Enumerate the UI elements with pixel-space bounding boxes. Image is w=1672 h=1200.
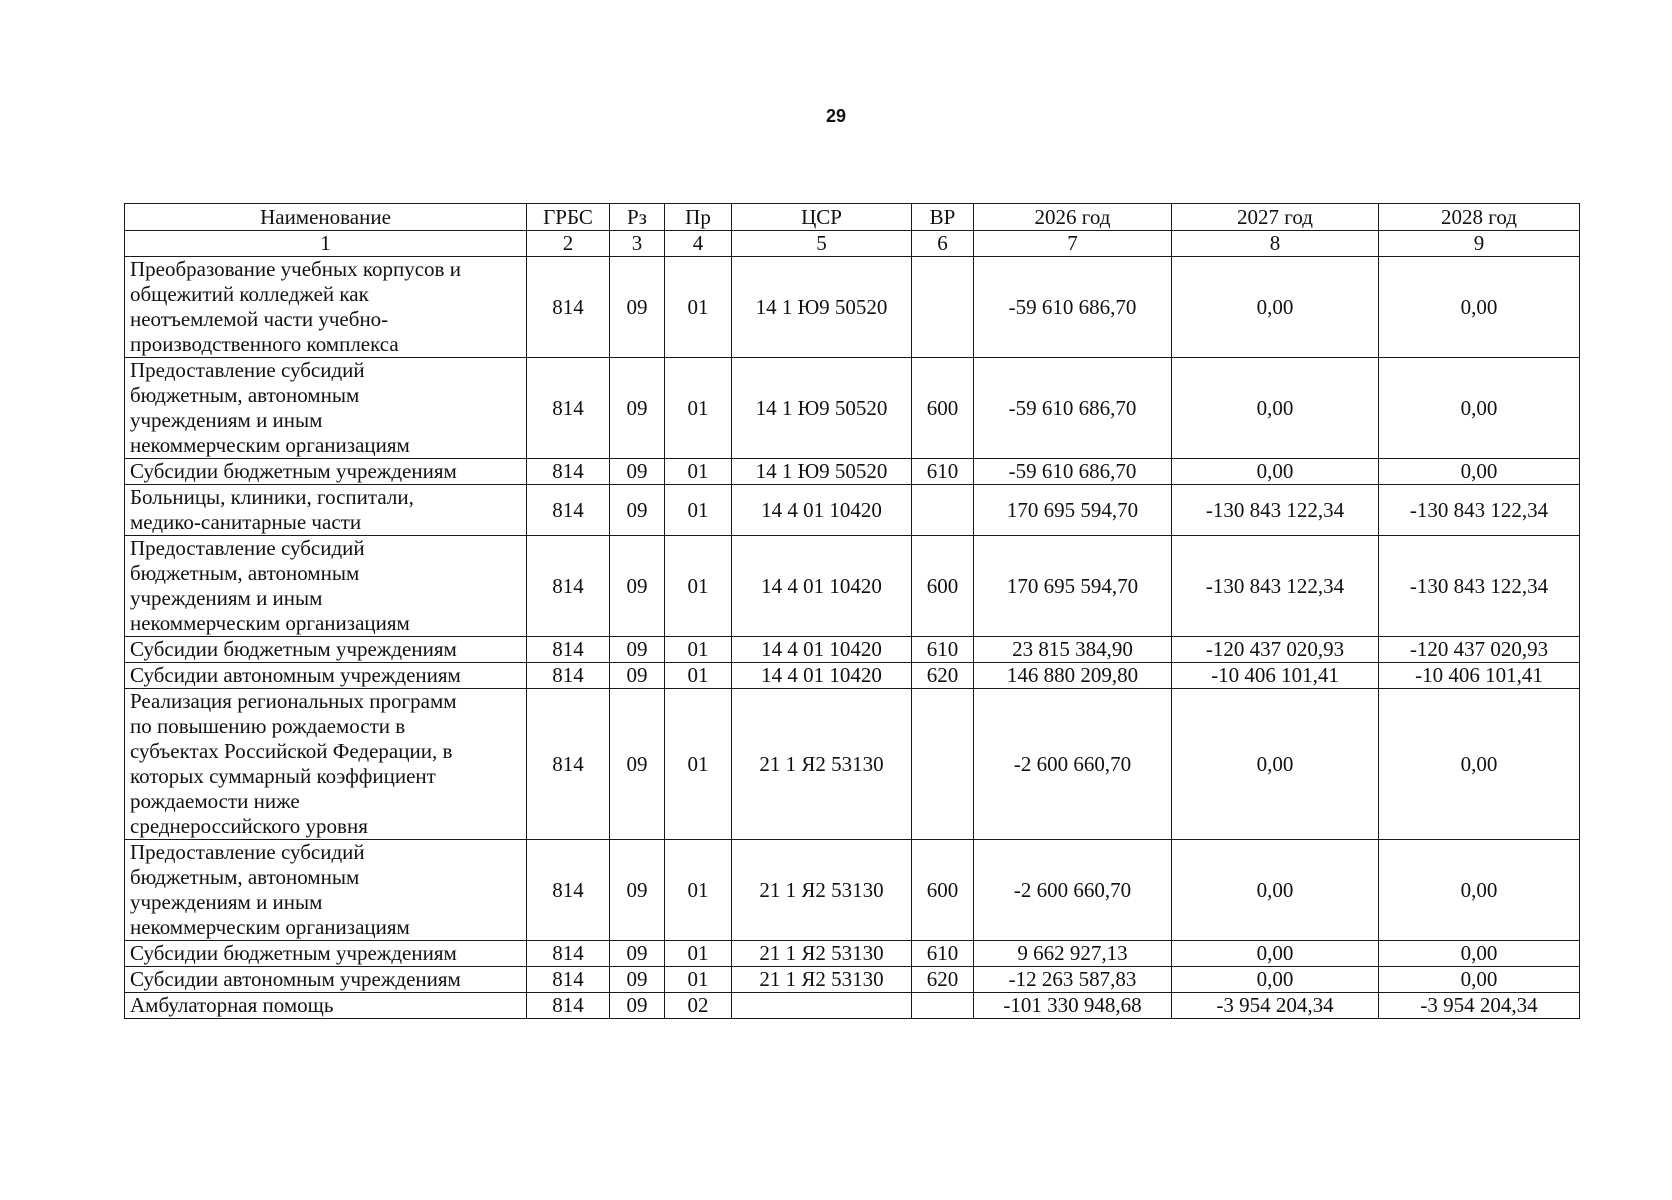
cell-csr: 14 1 Ю9 50520 [732,257,912,358]
cell-name [125,663,527,689]
cell-csr: 14 1 Ю9 50520 [732,459,912,485]
cell-csr [732,993,912,1019]
header-name: Наименование [125,204,527,231]
cell-name [125,358,527,459]
header-pr: Пр [665,204,732,231]
cell-grbs: 814 [527,840,610,941]
cell-vr [912,257,974,358]
cell-rz: 09 [610,358,665,459]
cell-name-line: учреждениям и иным [130,408,323,432]
cell-vr: 620 [912,663,974,689]
header-csr: ЦСР [732,204,912,231]
cell-vr: 610 [912,941,974,967]
column-number: 3 [610,231,665,257]
cell-name-line: неотъемлемой части учебно- [130,307,389,331]
cell-name [125,993,527,1019]
cell-name-line: бюджетным, автономным [130,865,360,889]
cell-grbs: 814 [527,993,610,1019]
cell-name-line: некоммерческим организациям [130,915,410,939]
cell-pr: 01 [665,459,732,485]
cell-grbs: 814 [527,459,610,485]
cell-2026: -2 600 660,70 [974,840,1172,941]
table-row [125,536,1580,637]
cell-rz: 09 [610,536,665,637]
column-number: 9 [1379,231,1580,257]
cell-grbs: 814 [527,358,610,459]
cell-vr: 610 [912,459,974,485]
page-number: 29 [825,106,847,126]
column-number-row [125,231,1580,257]
header-2027: 2027 год [1172,204,1379,231]
cell-name-line: Субсидии бюджетным учреждениям [130,459,457,483]
cell-2028: -3 954 204,34 [1379,993,1580,1019]
cell-csr: 21 1 Я2 53130 [732,941,912,967]
cell-pr: 01 [665,485,732,536]
cell-2026: 170 695 594,70 [974,485,1172,536]
cell-vr [912,485,974,536]
cell-2028: 0,00 [1379,967,1580,993]
cell-csr: 14 1 Ю9 50520 [732,358,912,459]
cell-pr: 01 [665,689,732,840]
table-row [125,485,1580,536]
cell-name-line: некоммерческим организациям [130,611,410,635]
cell-2027: 0,00 [1172,689,1379,840]
cell-2026: -2 600 660,70 [974,689,1172,840]
cell-name [125,459,527,485]
cell-2028: 0,00 [1379,358,1580,459]
cell-name-line: Больницы, клиники, госпитали, [130,485,414,509]
column-number: 5 [732,231,912,257]
header-2028: 2028 год [1379,204,1580,231]
cell-2026: -101 330 948,68 [974,993,1172,1019]
column-number: 2 [527,231,610,257]
cell-2027: -3 954 204,34 [1172,993,1379,1019]
cell-name-line: Реализация региональных программ [130,689,457,713]
cell-name [125,536,527,637]
cell-2027: 0,00 [1172,941,1379,967]
cell-vr: 600 [912,536,974,637]
cell-rz: 09 [610,257,665,358]
cell-2026: 23 815 384,90 [974,637,1172,663]
cell-pr: 01 [665,257,732,358]
table-row [125,257,1580,358]
cell-2028: -10 406 101,41 [1379,663,1580,689]
cell-vr [912,689,974,840]
cell-pr: 01 [665,967,732,993]
cell-2027: -10 406 101,41 [1172,663,1379,689]
table-row [125,663,1580,689]
cell-pr: 02 [665,993,732,1019]
column-number: 4 [665,231,732,257]
cell-csr: 21 1 Я2 53130 [732,840,912,941]
cell-name-line: Субсидии бюджетным учреждениям [130,637,457,661]
table-row [125,459,1580,485]
cell-rz: 09 [610,459,665,485]
cell-name-line: рождаемости ниже [130,789,300,813]
cell-name-line: Предоставление субсидий [130,536,365,560]
column-number: 8 [1172,231,1379,257]
cell-grbs: 814 [527,941,610,967]
cell-rz: 09 [610,967,665,993]
cell-2027: -130 843 122,34 [1172,485,1379,536]
cell-name-line: бюджетным, автономным [130,383,360,407]
cell-2027: 0,00 [1172,459,1379,485]
cell-csr: 14 4 01 10420 [732,663,912,689]
cell-name-line: бюджетным, автономным [130,561,360,585]
cell-2028: -120 437 020,93 [1379,637,1580,663]
cell-name-line: по повышению рождаемости в [130,714,406,738]
table-body [125,257,1580,1019]
cell-pr: 01 [665,536,732,637]
cell-csr: 14 4 01 10420 [732,536,912,637]
cell-2026: -59 610 686,70 [974,257,1172,358]
cell-2027: 0,00 [1172,967,1379,993]
cell-2027: -130 843 122,34 [1172,536,1379,637]
cell-grbs: 814 [527,689,610,840]
cell-vr: 600 [912,358,974,459]
cell-rz: 09 [610,637,665,663]
cell-vr: 620 [912,967,974,993]
cell-vr: 600 [912,840,974,941]
cell-2028: 0,00 [1379,689,1580,840]
cell-name-line: производственного комплекса [130,332,399,356]
cell-pr: 01 [665,840,732,941]
cell-2028: -130 843 122,34 [1379,536,1580,637]
cell-2027: 0,00 [1172,840,1379,941]
cell-pr: 01 [665,637,732,663]
column-number: 1 [125,231,527,257]
cell-name [125,257,527,358]
header-vr: ВР [912,204,974,231]
cell-name [125,840,527,941]
cell-name-line: Субсидии бюджетным учреждениям [130,941,457,965]
cell-2026: 9 662 927,13 [974,941,1172,967]
cell-2026: -59 610 686,70 [974,358,1172,459]
cell-grbs: 814 [527,663,610,689]
cell-name-line: Преобразование учебных корпусов и [130,257,461,281]
table-row [125,637,1580,663]
cell-name-line: Амбулаторная помощь [130,993,334,1017]
cell-csr: 14 4 01 10420 [732,485,912,536]
cell-pr: 01 [665,358,732,459]
table-row [125,358,1580,459]
cell-2027: 0,00 [1172,358,1379,459]
cell-grbs: 814 [527,637,610,663]
cell-name-line: общежитий колледжей как [130,282,369,306]
table-row [125,689,1580,840]
cell-2026: -12 263 587,83 [974,967,1172,993]
cell-name-line: Субсидии автономным учреждениям [130,663,461,687]
cell-name [125,485,527,536]
cell-rz: 09 [610,485,665,536]
cell-pr: 01 [665,663,732,689]
table-row [125,993,1580,1019]
cell-2028: 0,00 [1379,941,1580,967]
cell-2028: -130 843 122,34 [1379,485,1580,536]
cell-grbs: 814 [527,536,610,637]
cell-vr: 610 [912,637,974,663]
cell-rz: 09 [610,663,665,689]
cell-grbs: 814 [527,257,610,358]
cell-2028: 0,00 [1379,257,1580,358]
cell-csr: 21 1 Я2 53130 [732,967,912,993]
cell-name [125,941,527,967]
budget-table [124,203,1580,1019]
cell-name-line: среднероссийского уровня [130,814,368,838]
cell-name-line: некоммерческим организациям [130,433,410,457]
cell-2027: 0,00 [1172,257,1379,358]
cell-name-line: учреждениям и иным [130,890,323,914]
cell-rz: 09 [610,840,665,941]
header-rz: Рз [610,204,665,231]
cell-name [125,967,527,993]
cell-rz: 09 [610,689,665,840]
cell-2028: 0,00 [1379,840,1580,941]
column-number: 6 [912,231,974,257]
cell-name [125,689,527,840]
cell-name [125,637,527,663]
cell-name-line: которых суммарный коэффициент [130,764,436,788]
cell-2026: 146 880 209,80 [974,663,1172,689]
header-row [125,204,1580,231]
cell-name-line: Предоставление субсидий [130,358,365,382]
cell-name-line: Субсидии автономным учреждениям [130,967,461,991]
cell-2026: -59 610 686,70 [974,459,1172,485]
cell-rz: 09 [610,993,665,1019]
cell-name-line: субъектах Российской Федерации, в [130,739,453,763]
cell-2028: 0,00 [1379,459,1580,485]
table-row [125,840,1580,941]
column-number: 7 [974,231,1172,257]
cell-name-line: медико-санитарные части [130,510,362,534]
header-2026: 2026 год [974,204,1172,231]
cell-2026: 170 695 594,70 [974,536,1172,637]
cell-grbs: 814 [527,485,610,536]
cell-rz: 09 [610,941,665,967]
cell-vr [912,993,974,1019]
cell-2027: -120 437 020,93 [1172,637,1379,663]
cell-grbs: 814 [527,967,610,993]
header-grbs: ГРБС [527,204,610,231]
cell-csr: 21 1 Я2 53130 [732,689,912,840]
cell-name-line: Предоставление субсидий [130,840,365,864]
cell-name-line: учреждениям и иным [130,586,323,610]
cell-csr: 14 4 01 10420 [732,637,912,663]
cell-pr: 01 [665,941,732,967]
table-row [125,941,1580,967]
table-row [125,967,1580,993]
